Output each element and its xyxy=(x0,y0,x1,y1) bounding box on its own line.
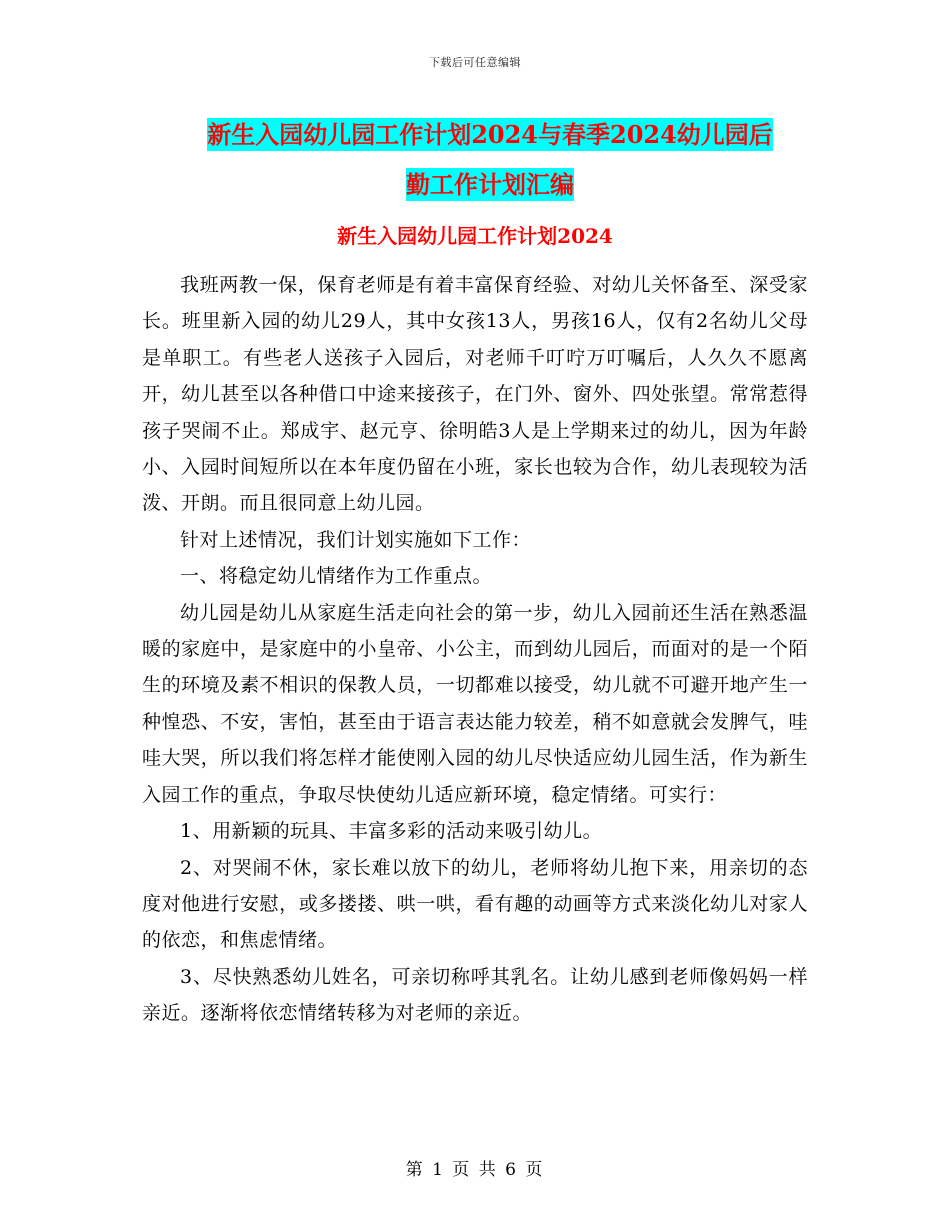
paragraph-5: 1、用新颖的玩具、丰富多彩的活动来吸引幼儿。 xyxy=(180,820,603,843)
paragraph-3: 一、将稳定幼儿情绪作为工作重点。 xyxy=(180,565,493,588)
paragraph-1: 我班两教一保，保育老师是有着丰富保育经验、对幼儿关怀备至、深受家长。班里新入园的幼儿29人，其中女孩13人，男孩16人，仅有2名幼儿父母是单职工。有些老人送孩子入园后，对老师千叮咛万叮嘱后，人久久不愿离开，幼儿甚至以各种借口中途来接孩子，在门外、窗外、四处张望。常常惹得孩子哭闹不止。郑成宇、赵元亨、徐明皓3人是上学期来过的幼儿，因为年龄小、入园时间短所以在本年度仍留在小班，家长也较为合作，幼儿表现较为活泼、开朗。而且很同意上幼儿园。 xyxy=(142,274,808,515)
paragraph-4: 幼儿园是幼儿从家庭生活走向社会的第一步，幼儿入园前还生活在熟悉温暖的家庭中，是家庭中的小皇帝、小公主，而到幼儿园后，而面对的是一个陌生的环境及素不相识的保教人员，一切都难以接受，幼儿就不可避开地产生一种惶恐、不安，害怕，甚至由于语言表达能力较差，稍不如意就会发脾气，哇哇大哭，所以我们将怎样才能使刚入园的幼儿尽快适应幼儿园生活，作为新生入园工作的重点，争取尽快使幼儿适应新环境，稳定情绪。可实行： xyxy=(142,601,808,806)
document-title xyxy=(140,110,840,210)
paragraph-6: 2、对哭闹不休，家长难以放下的幼儿，老师将幼儿抱下来，用亲切的态度对他进行安慰，或多搂搂、哄一哄，看有趣的动画等方式来淡化幼儿对家人的依恋，和焦虑情绪。 xyxy=(142,856,808,952)
paragraph-7: 3、尽快熟悉幼儿姓名，可亲切称呼其乳名。让幼儿感到老师像妈妈一样亲近。逐渐将依恋情绪转移为对老师的亲近。 xyxy=(142,965,808,1025)
page-footer: 第 1 页 共 6 页 xyxy=(405,1160,545,1180)
document-title-line-2: 勤工作计划汇编 xyxy=(406,170,574,199)
section-title: 新生入园幼儿园工作计划2024 xyxy=(337,224,613,248)
page-header: 下载后可任意编辑 xyxy=(429,56,521,69)
document-title-line-1: 新生入园幼儿园工作计划2024与春季2024幼儿园后 xyxy=(207,120,773,149)
paragraph-2: 针对上述情况，我们计划实施如下工作： xyxy=(180,528,532,551)
document-body xyxy=(142,267,808,1032)
